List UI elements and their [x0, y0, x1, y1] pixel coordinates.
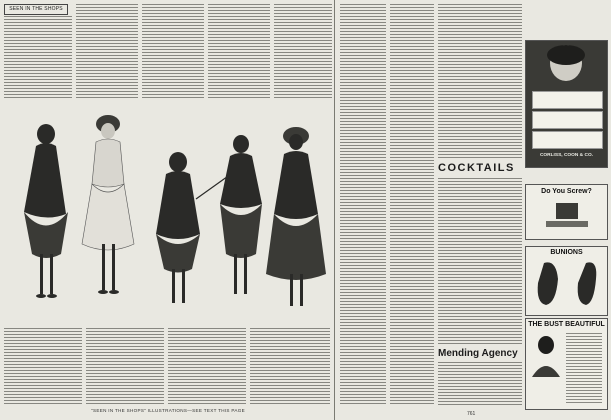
figure-5 [266, 127, 326, 306]
gutter-rule [334, 0, 335, 420]
bust-ad-text [566, 333, 602, 403]
bust-ad-title: THE BUST BEAUTIFUL [528, 321, 605, 328]
corliss-ad-label: CORLISS, COON & CO. [539, 153, 594, 158]
section-header: SEEN IN THE SHOPS [4, 4, 68, 15]
figure-3 [156, 152, 231, 303]
collar-3 [532, 131, 603, 149]
fashion-illustration [6, 104, 330, 325]
text-column-2 [76, 4, 138, 100]
figure-1 [24, 124, 68, 298]
bunions-ad-title: BUNIONS [550, 249, 583, 256]
text-column-7 [86, 328, 164, 406]
page-number: 761 [467, 411, 476, 417]
foot-icon [526, 259, 607, 309]
bust-portrait-icon [530, 333, 562, 377]
figure-4 [220, 135, 262, 294]
collar-1 [532, 91, 603, 109]
bust-beautiful-ad [525, 318, 608, 410]
text-column-11 [390, 4, 434, 406]
text-column-5 [274, 4, 332, 100]
text-column-1 [4, 16, 72, 100]
text-column-12 [438, 4, 522, 158]
screw-icon [526, 197, 607, 237]
illustration-caption: "SEEN IN THE SHOPS" ILLUSTRATIONS—SEE TEXT THIS PAGE [91, 408, 245, 413]
woman-portrait-icon [526, 41, 607, 85]
figure-2 [82, 115, 134, 294]
do-you-screw-ad [525, 184, 608, 240]
cocktails-heading: COCKTAILS [438, 162, 515, 174]
text-column-3 [142, 4, 204, 100]
mending-agency-heading: Mending Agency [438, 348, 518, 359]
corliss-collar-ad [525, 40, 608, 168]
text-column-14 [438, 362, 522, 406]
text-column-6 [4, 328, 82, 406]
text-column-8 [168, 328, 246, 406]
text-column-10 [340, 4, 386, 406]
text-column-13 [438, 178, 522, 344]
collar-2 [532, 111, 603, 129]
text-column-9 [250, 328, 330, 406]
text-column-4 [208, 4, 270, 100]
screw-ad-title: Do You Screw? [541, 188, 592, 195]
bunions-ad [525, 246, 608, 316]
